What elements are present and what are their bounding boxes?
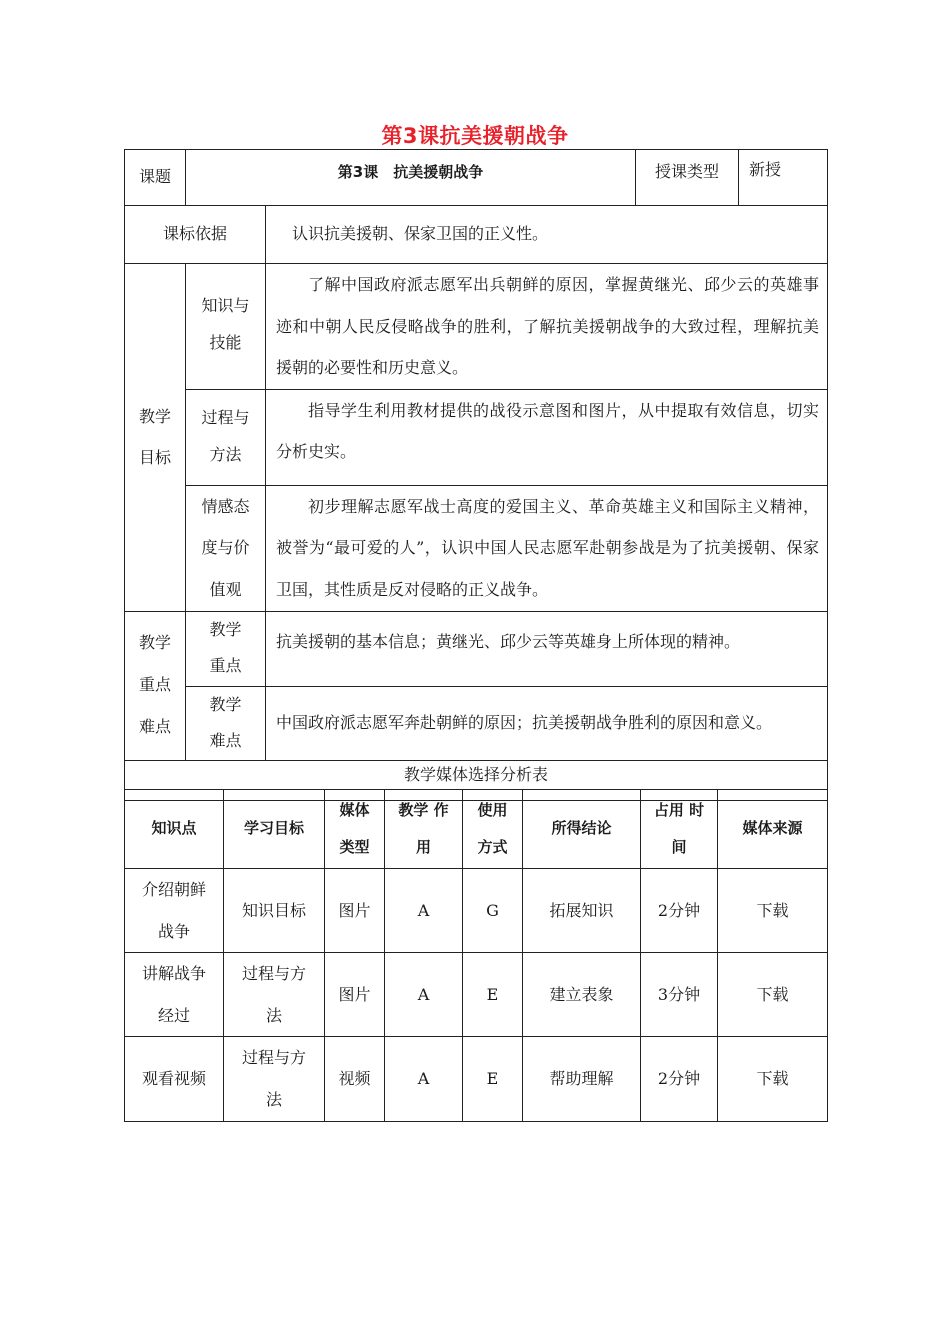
topic-label: 课题 [125, 150, 186, 206]
media-cell-line: 过程与方 [241, 1048, 306, 1068]
lesson-name: 第3课 抗美援朝战争 [186, 150, 636, 206]
knowledge-text [266, 264, 828, 390]
media-header-cell [325, 790, 385, 869]
knowledge-label-line: 技能 [209, 332, 242, 352]
process-label [186, 389, 266, 485]
key-text: 抗美援朝的基本信息；黄继光、邱少云等英雄身上所体现的精神。 [266, 611, 828, 686]
media-header-line: 媒体 [339, 800, 370, 819]
media-header-line: 间 [671, 838, 687, 856]
focus-label-line: 难点 [138, 717, 171, 737]
media-cell-source: 下载 [718, 953, 828, 1037]
difficult-text: 中国政府派志愿军奔赴朝鲜的原因；抗美援朝战争胜利的原因和意义。 [266, 686, 828, 761]
media-row [125, 953, 828, 1037]
emotion-label-line: 度与价 [201, 538, 250, 558]
media-header-line: 使用 [477, 800, 508, 819]
focus-label-line: 重点 [138, 674, 171, 694]
difficult-label [186, 686, 266, 761]
class-type-value: 新授 [739, 150, 828, 206]
media-cell-line: 观看视频 [141, 1069, 206, 1089]
media-header-line: 用 [415, 838, 431, 856]
emotion-label [186, 485, 266, 611]
media-cell-use: G [463, 869, 523, 953]
knowledge-paragraph: 了解中国政府派志愿军出兵朝鲜的原因，掌握黄继光、邱少云的英雄事迹和中朝人民反侵略战争的胜利，了解抗美援朝战争的大致过程，理解抗美援朝的必要性和历史意义。 [276, 275, 820, 378]
difficult-label-line: 教学 [209, 694, 242, 714]
media-cell-time: 2分钟 [641, 869, 718, 953]
document-title: 第3课抗美援朝战争 [381, 124, 569, 148]
media-cell-use: E [463, 1037, 523, 1121]
goals-label-line: 教学 [138, 406, 171, 426]
media-cell-result: 建立表象 [523, 953, 641, 1037]
focus-key-row [125, 611, 828, 686]
media-cell-line: 讲解战争 [141, 964, 206, 984]
focus-label-line: 教学 [138, 632, 171, 652]
media-row [125, 869, 828, 953]
media-cell-goal [224, 1037, 325, 1121]
media-cell-point [125, 1037, 224, 1121]
difficult-label-line: 难点 [209, 731, 242, 751]
media-header-cell [641, 790, 718, 869]
process-text [266, 389, 828, 485]
goal-process-row [125, 389, 828, 485]
media-cell-line: 法 [265, 1005, 282, 1025]
media-row [125, 1037, 828, 1121]
media-header-cell [463, 790, 523, 869]
media-cell-time: 3分钟 [641, 953, 718, 1037]
focus-label [125, 611, 186, 761]
lesson-plan-table [124, 149, 828, 801]
goals-label-line: 目标 [138, 448, 171, 468]
media-cell-role: A [385, 1037, 463, 1121]
focus-difficult-row [125, 686, 828, 761]
emotion-paragraph: 初步理解志愿军战士高度的爱国主义、革命英雄主义和国际主义精神，被誉为“最可爱的人”，认识中国人民志愿军赴朝参战是为了抗美援朝、保家卫国，其性质是反对侵略的正义战争。 [276, 496, 820, 599]
media-cell-use: E [463, 953, 523, 1037]
media-table-title: 教学媒体选择分析表 [125, 761, 828, 801]
media-header-cell [125, 790, 224, 869]
media-header-line: 类型 [339, 838, 370, 856]
emotion-text [266, 485, 828, 611]
media-cell-source: 下载 [718, 869, 828, 953]
media-cell-type: 视频 [325, 1037, 385, 1121]
media-header-line: 知识点 [151, 819, 197, 838]
knowledge-label-line: 知识与 [201, 296, 250, 315]
basis-row [125, 206, 828, 264]
emotion-label-line: 值观 [209, 579, 242, 599]
goal-knowledge-row [125, 264, 828, 390]
class-type-label: 授课类型 [636, 150, 739, 206]
media-cell-point [125, 953, 224, 1037]
key-label-line: 重点 [209, 656, 242, 676]
media-cell-result: 拓展知识 [523, 869, 641, 953]
media-cell-point [125, 869, 224, 953]
media-header-line: 所得结论 [551, 819, 612, 838]
media-cell-type: 图片 [325, 953, 385, 1037]
key-label [186, 611, 266, 686]
media-header-line: 教学 作 [398, 800, 449, 819]
media-cell-goal [224, 869, 325, 953]
media-cell-line: 战争 [157, 921, 190, 941]
media-cell-line: 过程与方 [241, 964, 306, 984]
header-row [125, 150, 828, 206]
media-cell-role: A [385, 953, 463, 1037]
key-label-line: 教学 [209, 619, 242, 639]
media-header-row [125, 790, 828, 869]
process-label-line: 方法 [209, 444, 242, 464]
media-cell-result: 帮助理解 [523, 1037, 641, 1121]
media-cell-time: 2分钟 [641, 1037, 718, 1121]
media-cell-role: A [385, 869, 463, 953]
emotion-label-line: 情感态 [201, 496, 250, 516]
media-header-cell [224, 790, 325, 869]
media-cell-type: 图片 [325, 869, 385, 953]
basis-label: 课标依据 [125, 206, 266, 264]
media-cell-line: 法 [265, 1089, 282, 1109]
media-cell-line: 介绍朝鲜 [141, 880, 206, 899]
basis-text: 认识抗美援朝、保家卫国的正义性。 [266, 206, 828, 264]
media-header-line: 占用 时 [653, 800, 705, 819]
goal-emotion-row [125, 485, 828, 611]
process-paragraph: 指导学生利用教材提供的战役示意图和图片，从中提取有效信息，切实分析史实。 [276, 400, 820, 462]
media-analysis-table [124, 789, 828, 1122]
process-label-line: 过程与 [201, 407, 250, 427]
media-header-cell [718, 790, 828, 869]
media-cell-line: 知识目标 [241, 900, 306, 920]
media-cell-line: 经过 [157, 1005, 190, 1025]
knowledge-label [186, 264, 266, 390]
goals-label [125, 264, 186, 612]
media-header-line: 媒体来源 [742, 819, 803, 838]
media-header-line: 学习目标 [243, 819, 304, 838]
media-header-line: 方式 [477, 838, 508, 856]
media-cell-source: 下载 [718, 1037, 828, 1121]
media-header-cell [385, 790, 463, 869]
media-header-cell [523, 790, 641, 869]
media-cell-goal [224, 953, 325, 1037]
